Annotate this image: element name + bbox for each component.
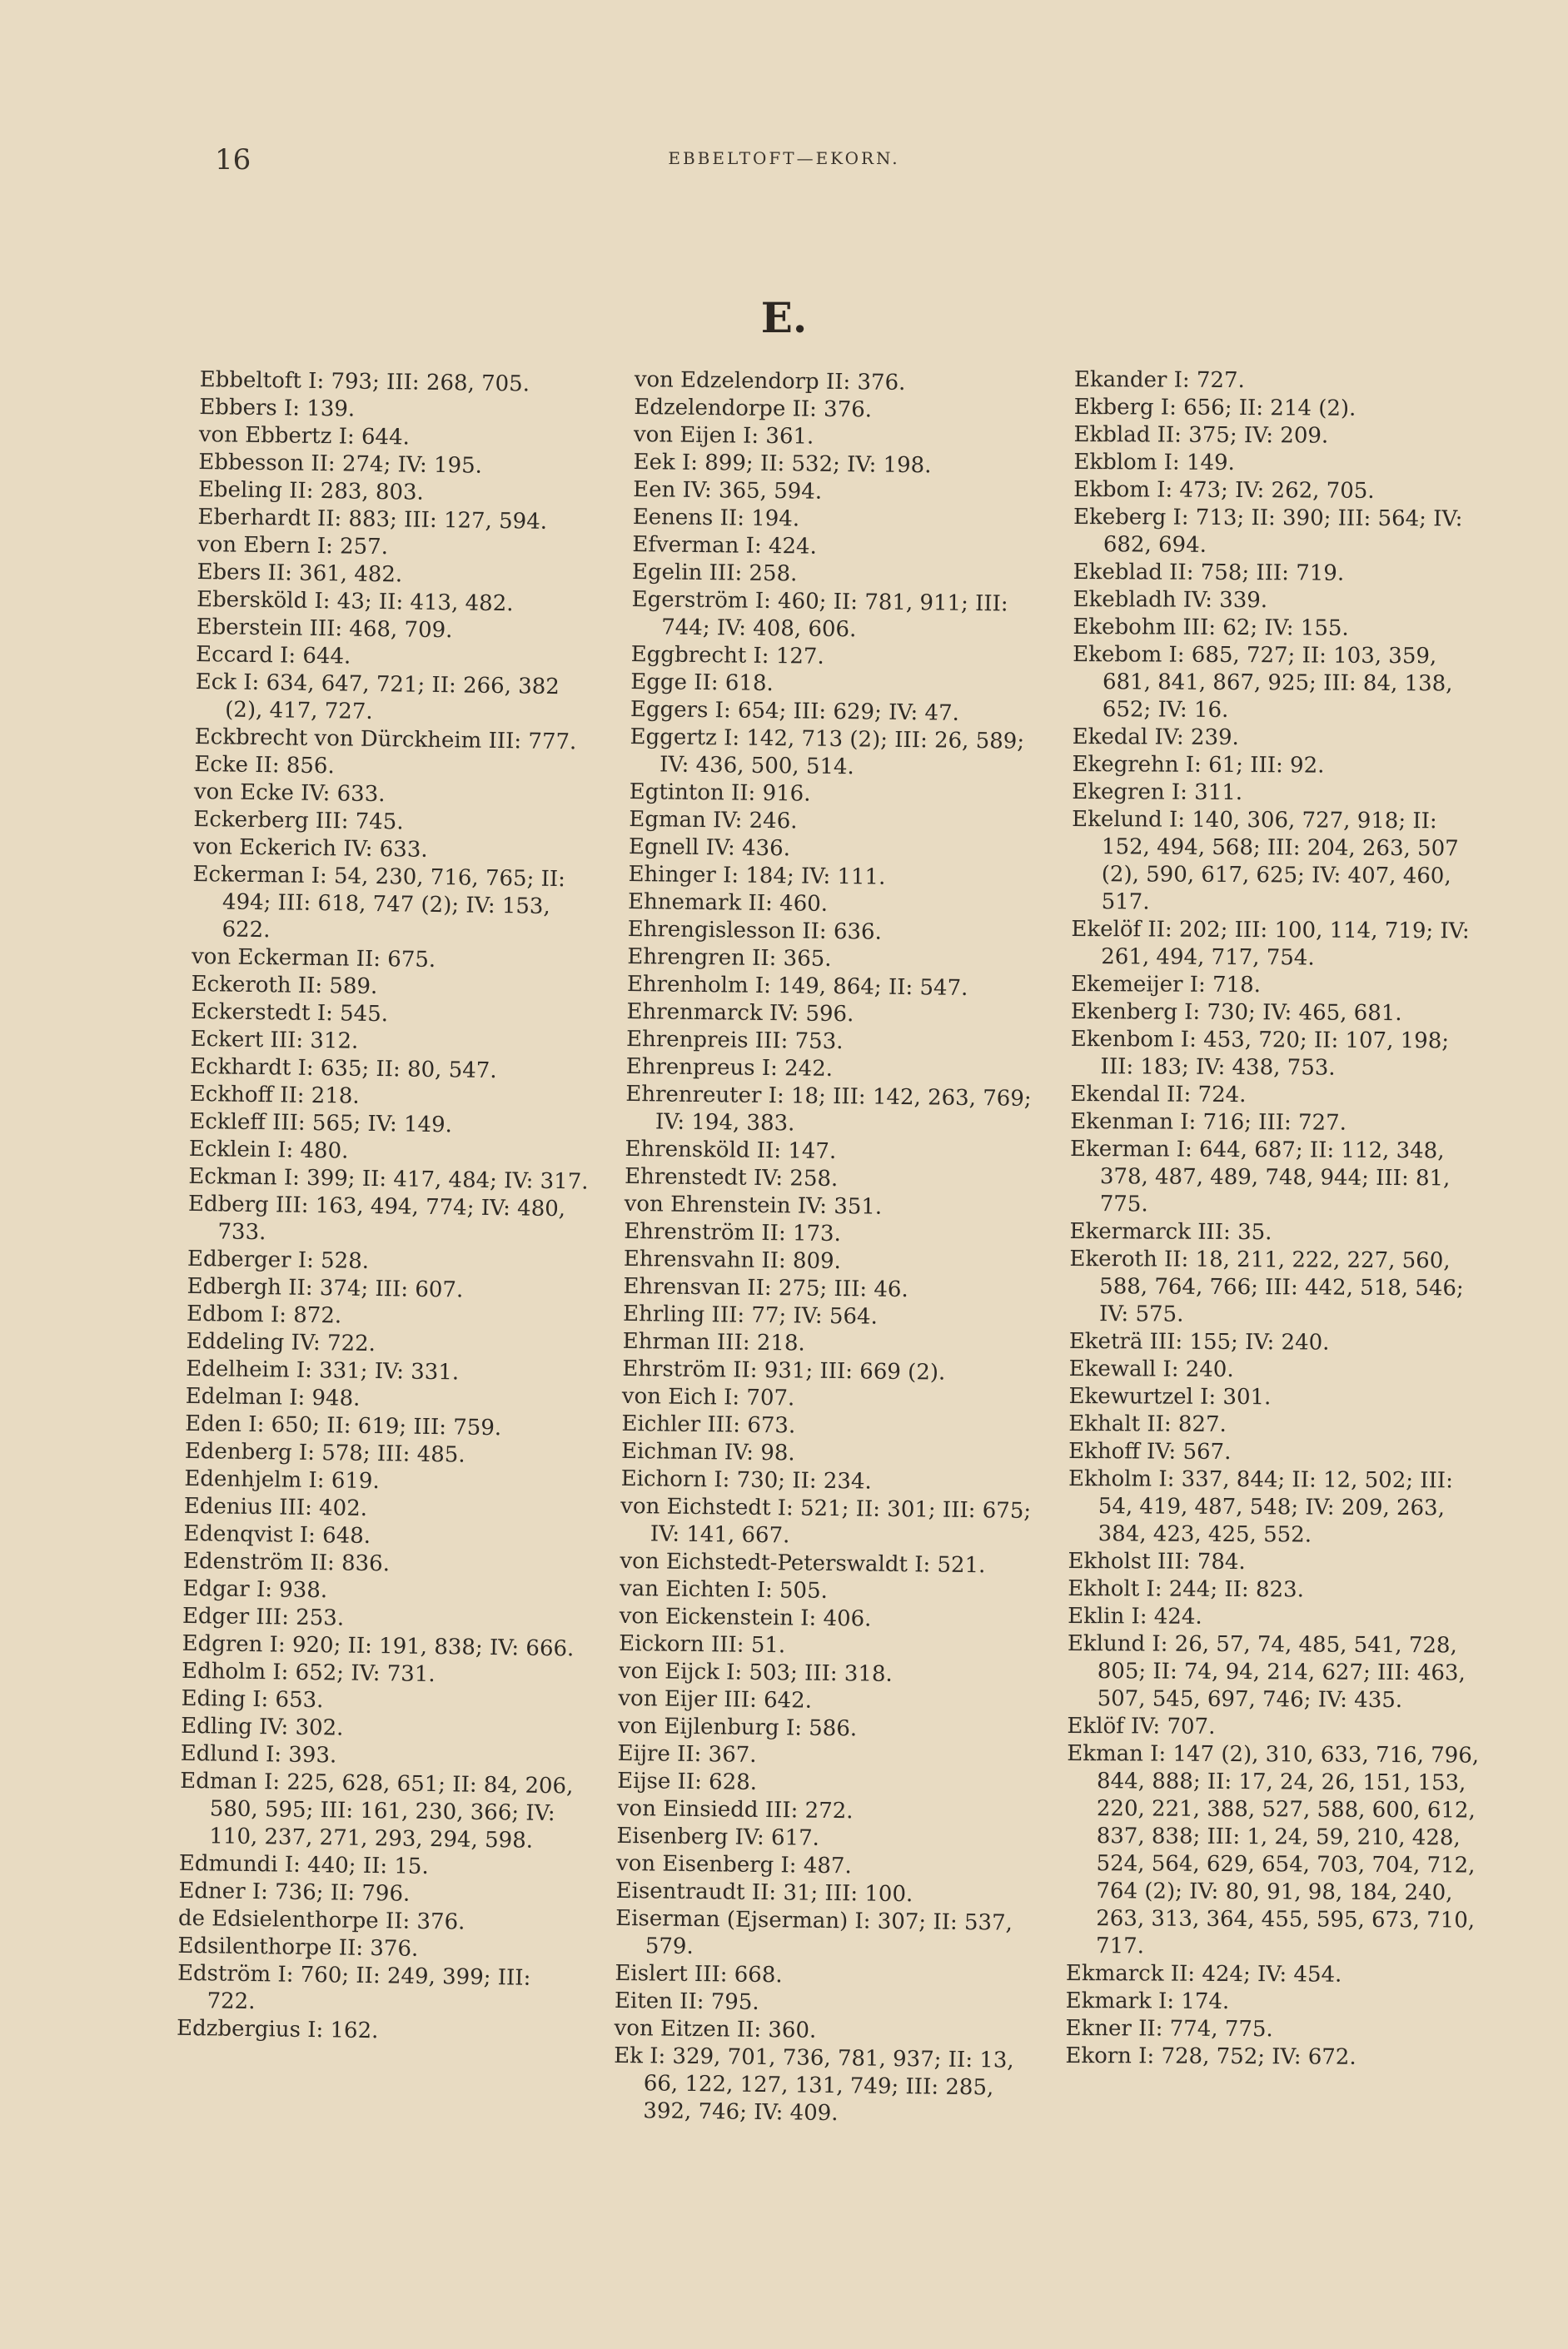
index-entry: Eckerstedt I: 545. (190, 998, 389, 1028)
index-entry: Ecke II: 856. (194, 751, 335, 779)
index-entry: Ekewurtzel I: 301. (1068, 1383, 1272, 1411)
index-entry: Ekerman I: 644, 687; II: 112, 348, 378, 487, 489, 748, 944; III: 81, 775. (1069, 1136, 1451, 1217)
index-entry: Ekegrehn I: 61; III: 92. (1072, 751, 1325, 779)
index-entry: von Eckerich IV: 633. (192, 834, 428, 863)
index-entry: Ehrensvahn II: 809. (623, 1246, 842, 1275)
index-entry: Ebersköld I: 43; II: 413, 482. (196, 586, 514, 617)
index-entry: Ekermarck III: 35. (1069, 1218, 1272, 1246)
index-entry: von Ecke IV: 633. (193, 779, 386, 808)
index-entry: Ehrenstedt IV: 258. (624, 1163, 839, 1192)
index-entry: Edzelendorpe II: 376. (634, 394, 873, 423)
index-entry: Ehrenreuter I: 18; III: 142, 263, 769; IV: 194, 383. (625, 1081, 1032, 1137)
index-entry: Eketrä III: 155; IV: 240. (1068, 1328, 1330, 1356)
index-entry: Ekholt I: 244; II: 823. (1068, 1575, 1304, 1603)
index-entry: Eggbrecht I: 127. (630, 641, 824, 669)
index-entry: Ekblad II: 375; IV: 209. (1073, 421, 1329, 449)
running-head: EBBELTOFT—EKORN. (668, 148, 900, 168)
index-entry: Ehnemark II: 460. (627, 888, 829, 917)
index-entry: van Eichten I: 505. (619, 1575, 829, 1604)
index-entry: Ekebom I: 685, 727; II: 103, 359, 681, 841, 867, 925; III: 84, 138, 652; IV: 16. (1073, 641, 1453, 723)
page-number: 16 (215, 143, 251, 177)
index-entry: Eiserman (Ejserman) I: 307; II: 537, 579. (615, 1905, 1013, 1960)
index-entry: Egman IV: 246. (629, 806, 798, 834)
index-entry: von Eisenberg I: 487. (615, 1850, 852, 1879)
index-entry: Edberg III: 163, 494, 774; IV: 480, 733. (187, 1191, 566, 1246)
index-entry: Eggertz I: 142, 713 (2); III: 26, 589; IV: 436, 500, 514. (630, 724, 1025, 780)
index-entry: Ebeling II: 283, 803. (197, 476, 425, 505)
index-entry: Ekedal IV: 239. (1072, 724, 1239, 751)
index-entry: Ekeblad II: 758; III: 719. (1073, 559, 1345, 586)
index-entry: Eisenberg IV: 617. (616, 1823, 820, 1851)
index-entry: Ehrensvan II: 275; III: 46. (623, 1273, 908, 1303)
index-entry: Eiten II: 795. (614, 1988, 759, 2015)
index-entry: Ebbers I: 139. (199, 394, 356, 422)
index-entry: Eggers I: 654; III: 629; IV: 47. (630, 696, 960, 726)
index-entry: Eckhardt I: 635; II: 80, 547. (190, 1053, 497, 1084)
index-entry: Eckerman I: 54, 230, 716, 765; II: 494; III: 618, 747 (2); IV: 153, 622. (192, 861, 566, 943)
index-entry: Eberhardt II: 883; III: 127, 594. (197, 504, 548, 535)
index-entry: Eichler III: 673. (621, 1411, 796, 1439)
index-entry: Eichman IV: 98. (620, 1438, 795, 1466)
index-entry: Edsilenthorpe II: 376. (177, 1933, 419, 1962)
index-entry: Egge II: 618. (630, 669, 774, 697)
index-entry: Ehrengren II: 365. (627, 943, 832, 972)
index-entry: Eccard I: 644. (195, 641, 351, 669)
index-entry: Edgren I: 920; II: 191, 838; IV: 666. (182, 1630, 575, 1662)
index-entry: Eek I: 899; II: 532; IV: 198. (633, 449, 932, 479)
index-entry: von Eickenstein I: 406. (619, 1603, 872, 1632)
index-entry: Ekblom I: 149. (1073, 449, 1235, 476)
index-entry: Ekebohm III: 62; IV: 155. (1073, 614, 1349, 641)
index-entry: Edbom I: 872. (186, 1301, 342, 1329)
index-entry: Een IV: 365, 594. (633, 476, 823, 505)
index-entry: Eisentraudt II: 31; III: 100. (615, 1878, 913, 1908)
index-entry: Edger III: 253. (182, 1603, 345, 1631)
index-entry: Ekhoff IV: 567. (1068, 1438, 1232, 1466)
index-entry: Ekebladh IV: 339. (1073, 586, 1268, 614)
index-entry: Ebers II: 361, 482. (197, 559, 403, 588)
index-entry: Ehrström II: 931; III: 669 (2). (622, 1356, 946, 1386)
index-entry: Ekeberg I: 713; II: 390; III: 564; IV: 682, 694. (1073, 504, 1463, 558)
index-entry: von Eich I: 707. (621, 1383, 795, 1411)
index-entry: Eklöf IV: 707. (1067, 1713, 1216, 1739)
index-entry: Edlund I: 393. (180, 1740, 337, 1769)
index-entry: Ehrengislesson II: 636. (627, 916, 882, 945)
index-entry: Edström I: 760; II: 249, 399; III: 722. (177, 1960, 531, 2015)
index-entry: Eijse II: 628. (617, 1768, 758, 1795)
index-entry: Ekenberg I: 730; IV: 465, 681. (1070, 998, 1402, 1027)
index-entry: Ekberg I: 656; II: 214 (2). (1073, 394, 1356, 421)
index-entry: Eckman I: 399; II: 417, 484; IV: 317. (188, 1163, 589, 1195)
index-entry: Edling IV: 302. (180, 1713, 344, 1741)
index-entry: Ehrenmarck IV: 596. (626, 998, 854, 1028)
index-entry: Ehrenholm I: 149, 864; II: 547. (626, 971, 968, 1001)
index-entry: von Einsiedd III: 272. (616, 1795, 854, 1824)
index-column-1 (177, 366, 608, 2048)
index-entry: Eenens II: 194. (632, 504, 800, 532)
index-entry: von Eijen I: 361. (633, 421, 814, 450)
index-entry: Ebbesson II: 274; IV: 195. (198, 449, 483, 479)
index-entry: Ekeroth II: 18, 211, 222, 227, 560, 588, 764, 766; III: 442, 518, 546; IV: 575. (1069, 1246, 1464, 1327)
index-entry: von Eijck I: 503; III: 318. (618, 1658, 893, 1687)
index-entry: Ekholst III: 784. (1068, 1548, 1246, 1575)
index-entry: von Eijlenburg I: 586. (617, 1713, 858, 1742)
index-entry: Ek I: 329, 701, 736, 781, 937; II: 13, 66, 122, 127, 131, 749; III: 285, 392, 746; IV: 409. (614, 2043, 1014, 2127)
index-entry: Ehrenpreis III: 753. (625, 1026, 844, 1055)
index-entry: Ekmarck II: 424; IV: 454. (1065, 1960, 1342, 1988)
index-entry: Ekewall I: 240. (1068, 1356, 1234, 1383)
index-entry: von Eijer III: 642. (618, 1685, 813, 1714)
index-entry: Eckleff III: 565; IV: 149. (189, 1108, 453, 1138)
index-entry: Ekenbom I: 453, 720; II: 107, 198; III: 183; IV: 438, 753. (1070, 1026, 1450, 1081)
index-entry: Edenhjelm I: 619. (184, 1466, 380, 1495)
index-entry: Ekenman I: 716; III: 727. (1070, 1108, 1347, 1136)
index-entry: de Edsielenthorpe II: 376. (177, 1905, 465, 1935)
index-entry: Edner I: 736; II: 796. (178, 1878, 411, 1907)
index-entry: Ebbeltoft I: 793; III: 268, 705. (199, 366, 530, 397)
index-entry: Eckhoff II: 218. (189, 1081, 360, 1109)
index-entry: Edbergh II: 374; III: 607. (187, 1273, 464, 1303)
index-entry: Eijre II: 367. (617, 1740, 757, 1768)
index-entry: von Eichstedt I: 521; II: 301; III: 675; IV: 141, 667. (620, 1493, 1032, 1549)
index-entry: Ehrensköld II: 147. (625, 1136, 837, 1165)
index-entry: Edzbergius I: 162. (176, 2015, 379, 2044)
index-entry: von Eichstedt-Peterswaldt I: 521. (620, 1548, 986, 1579)
index-entry: Edenius III: 402. (183, 1493, 368, 1521)
index-entry: Eickorn III: 51. (619, 1630, 786, 1659)
index-entry: Ehrman III: 218. (622, 1328, 805, 1356)
index-entry: Edenqvist I: 648. (183, 1520, 371, 1549)
index-entry: Ekelund I: 140, 306, 727, 918; II: 152, 494, 568; III: 204, 263, 507 (2), 590, 617, 625; IV: 407, 460, 517. (1072, 806, 1459, 915)
index-entry: Eckert III: 312. (190, 1026, 359, 1054)
index-entry: Eislert III: 668. (615, 1960, 783, 1988)
index-entry: Edmundi I: 440; II: 15. (178, 1850, 429, 1880)
index-entry: Edholm I: 652; IV: 731. (181, 1658, 436, 1688)
index-entry: Ekholm I: 337, 844; II: 12, 502; III: 54, 419, 487, 548; IV: 209, 263, 384, 423, 425, 552. (1068, 1466, 1453, 1548)
index-entry: Eichorn I: 730; II: 234. (620, 1466, 872, 1495)
index-entry: Ekander I: 727. (1073, 367, 1245, 394)
index-entry: Edenström II: 836. (182, 1548, 391, 1577)
index-entry: Edgar I: 938. (182, 1575, 328, 1604)
index-entry: Ekemeijer I: 718. (1071, 971, 1262, 998)
index-column-3 (1065, 366, 1486, 2073)
index-entry: Ekhalt II: 827. (1068, 1411, 1227, 1437)
index-entry: Ekorn I: 728, 752; IV: 672. (1065, 2043, 1356, 2070)
index-entry: Eding I: 653. (181, 1685, 324, 1714)
index-entry: Ekman I: 147 (2), 310, 633, 716, 796, 844, 888; II: 17, 24, 26, 151, 153, 220, 221, 388, 527, 588, 600, 612, 837, 838; III: 1, 24, 59, 210, 428, 524, 564, 629, 654, 703, 704, 712, 764 (2); IV: 80, 91, 98, 184, 240, 263, 313, 364, 455, 595, 673, 710, 717. (1067, 1740, 1480, 1959)
index-entry: Ekelöf II: 202; III: 100, 114, 719; IV: 261, 494, 717, 754. (1071, 916, 1470, 971)
index-entry: Eckbrecht von Dürckheim III: 777. (194, 724, 577, 755)
index-entry: Edenberg I: 578; III: 485. (184, 1438, 465, 1468)
index-entry: Eklin I: 424. (1068, 1603, 1202, 1630)
index-entry: von Ebbertz I: 644. (198, 421, 411, 450)
index-entry: Edelman I: 948. (185, 1383, 361, 1411)
index-entry: Ekbom I: 473; IV: 262, 705. (1073, 476, 1375, 504)
index-entry: Eden I: 650; II: 619; III: 759. (185, 1411, 502, 1441)
index-entry: Ecklein I: 480. (188, 1136, 349, 1164)
index-entry: Egelin III: 258. (631, 559, 798, 587)
index-entry: Ehrenström II: 173. (624, 1218, 842, 1247)
index-entry: Edberger I: 528. (187, 1246, 370, 1274)
index-entry: Eberstein III: 468, 709. (196, 614, 453, 644)
index-entry: Ekendal II: 724. (1070, 1081, 1247, 1108)
index-entry: von Eckerman II: 675. (191, 943, 436, 973)
index-column-2 (613, 366, 1051, 2130)
index-entry: Eckeroth II: 589. (191, 971, 378, 1000)
index-entry: Ekegren I: 311. (1072, 779, 1243, 806)
index-entry: von Eitzen II: 360. (614, 2015, 817, 2043)
index-entry: Ekner II: 774, 775. (1065, 2015, 1273, 2043)
index-entry: Ehrling III: 77; IV: 564. (622, 1301, 878, 1330)
index-entry: Ehrenpreus I: 242. (625, 1053, 834, 1082)
index-entry: Edman I: 225, 628, 651; II: 84, 206, 580, 595; III: 161, 230, 366; IV: 110, 237, 271, 293, 294, 598. (180, 1768, 574, 1854)
index-entry: Eckerberg III: 745. (193, 806, 404, 835)
index-entry: Efverman I: 424. (632, 531, 818, 560)
index-entry: von Edzelendorp II: 376. (634, 366, 906, 396)
index-entry: von Ehrenstein IV: 351. (624, 1191, 883, 1220)
index-entry: Eck I: 634, 647, 721; II: 266, 382 (2), 417, 727. (195, 669, 560, 724)
section-letter: E. (760, 293, 808, 342)
index-entry: Egnell IV: 436. (628, 834, 791, 862)
index-entry: Ehinger I: 184; IV: 111. (628, 861, 886, 890)
index-entry: Eklund I: 26, 57, 74, 485, 541, 728, 805; II: 74, 94, 214, 627; III: 463, 507, 545, 697, 746; IV: 435. (1067, 1630, 1466, 1714)
index-entry: Eddeling IV: 722. (186, 1328, 376, 1357)
index-entry: Egtinton II: 916. (629, 779, 811, 807)
index-entry: Edelheim I: 331; IV: 331. (185, 1356, 460, 1386)
index-entry: Ekmark I: 174. (1065, 1988, 1230, 2015)
index-entry: Egerström I: 460; II: 781, 911; III: 744; IV: 408, 606. (631, 586, 1008, 643)
index-entry: von Ebern I: 257. (197, 531, 389, 560)
